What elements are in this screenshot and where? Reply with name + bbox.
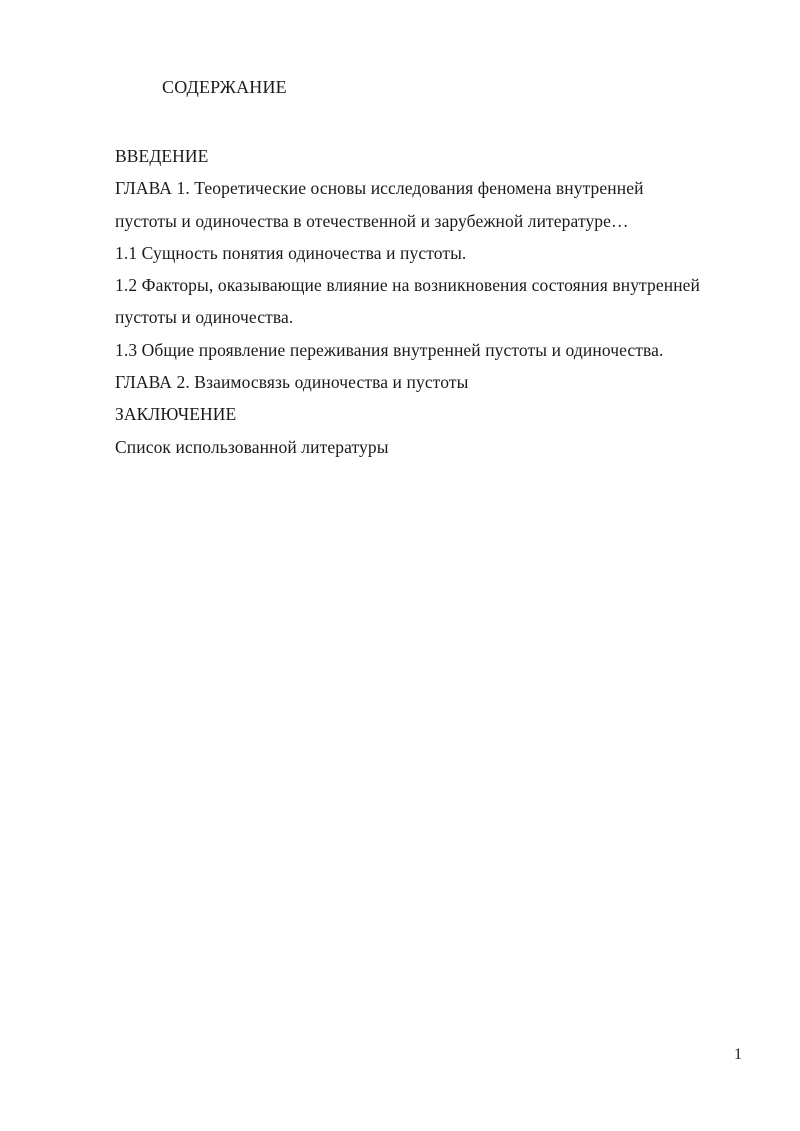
toc-line-chapter-1-continued: пустоты и одиночества в отечественной и зарубежной литературе… (115, 210, 629, 231)
toc-line-section-1-2: 1.2 Факторы, оказывающие влияние на возникновения состояния внутренней (115, 275, 700, 296)
table-of-contents (115, 140, 755, 463)
toc-line-section-1-2-continued: пустоты и одиночества. (115, 307, 294, 328)
toc-line-conclusion: ЗАКЛЮЧЕНИЕ (115, 404, 237, 425)
toc-line-references: Список использованной литературы (115, 436, 389, 457)
toc-line-chapter-1: ГЛАВА 1. Теоретические основы исследования феномена внутренней (115, 178, 644, 199)
toc-line-section-1-1: 1.1 Сущность понятия одиночества и пустоты. (115, 242, 467, 263)
page-number: 1 (734, 1046, 742, 1063)
toc-line-chapter-2: ГЛАВА 2. Взаимосвязь одиночества и пустоты (115, 372, 469, 393)
toc-title: СОДЕРЖАНИЕ (162, 77, 287, 97)
toc-line-section-1-3: 1.3 Общие проявление переживания внутренней пустоты и одиночества. (115, 339, 664, 360)
toc-line-introduction: ВВЕДЕНИЕ (115, 146, 209, 166)
